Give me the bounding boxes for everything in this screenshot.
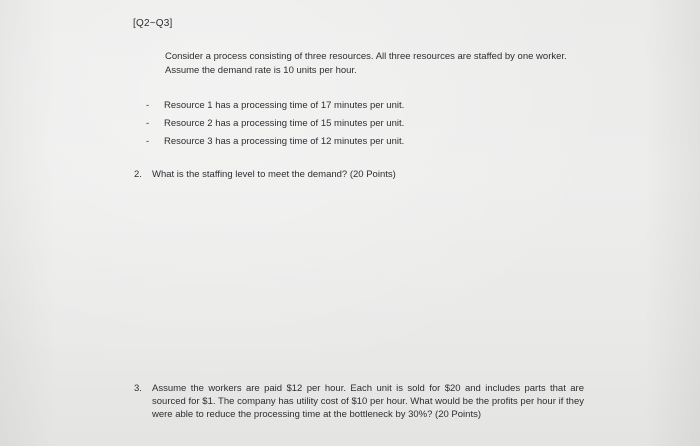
- resource-item: [146, 97, 404, 115]
- bullet-dash: -: [146, 118, 150, 129]
- section-label: [Q2~Q3]: [133, 18, 173, 29]
- question-number: 2.: [134, 169, 142, 180]
- resource-list: [146, 97, 404, 151]
- question-text: Assume the workers are paid $12 per hour. Each unit is sold for $20 and includes parts that are sourced for $1. The company has utility cost of $10 per hour. What would be the profits per hour if they were able to reduce the processing time at the bottleneck by 30%? (20 Points): [152, 383, 584, 420]
- bullet-dash: -: [146, 136, 150, 147]
- resource-item: [146, 133, 404, 151]
- resource-text: Resource 1 has a processing time of 17 minutes per unit.: [164, 100, 405, 111]
- question-3: [134, 382, 584, 421]
- resource-item: [146, 115, 404, 133]
- question-2: [134, 168, 554, 181]
- problem-intro: Consider a process consisting of three resources. All three resources are staffed by one worker. Assume the demand rate is 10 units per hour.: [165, 51, 567, 76]
- question-number: 3.: [134, 383, 142, 394]
- resource-text: Resource 2 has a processing time of 15 minutes per unit.: [164, 118, 405, 129]
- resource-text: Resource 3 has a processing time of 12 minutes per unit.: [164, 136, 405, 147]
- bullet-dash: -: [146, 100, 150, 111]
- question-text: What is the staffing level to meet the demand? (20 Points): [152, 169, 396, 180]
